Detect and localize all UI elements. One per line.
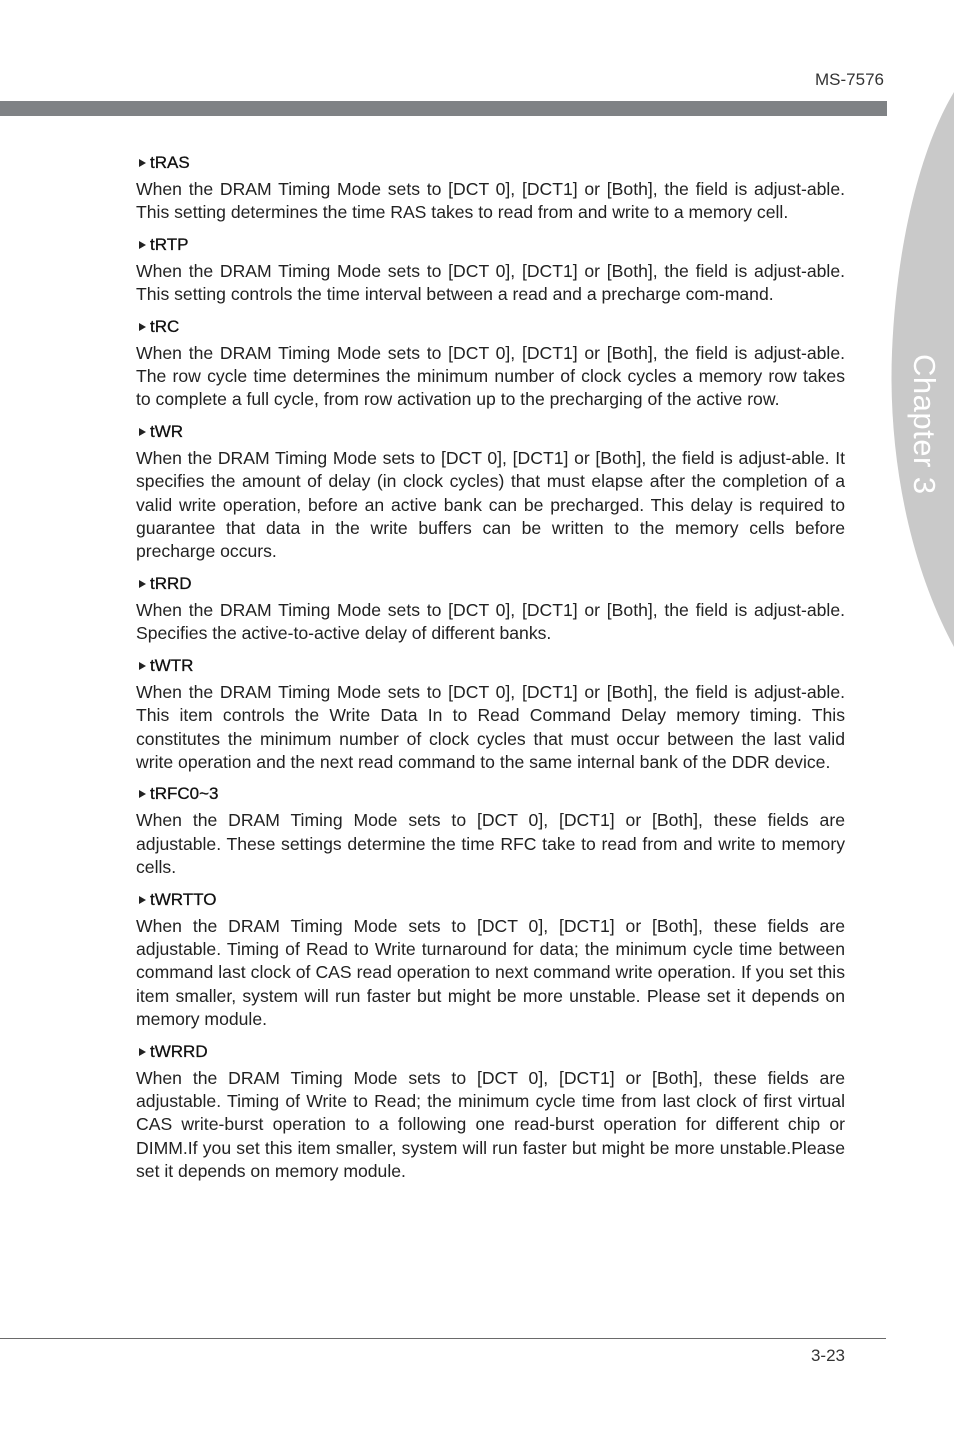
triangle-bullet-icon <box>139 323 146 331</box>
section-heading <box>136 573 845 595</box>
footer-divider <box>0 1338 886 1339</box>
section-title: tRAS <box>150 153 190 172</box>
section-text: When the DRAM Timing Mode sets to [DCT 0], [DCT1] or [Both], the field is adjust-able. It specifies the amount of delay (in clock cycles) that must elapse after the completion of a valid write operation, before an active bank can be precharged. This delay is required to guarantee that data in the write buffers can be written to the memory cells before precharge occurs. <box>136 447 845 562</box>
section-heading <box>136 655 845 677</box>
section-text: When the DRAM Timing Mode sets to [DCT 0], [DCT1] or [Both], the field is adjust-able. This setting determines the time RAS takes to read from and write to a memory cell. <box>136 179 845 223</box>
section-twrrd <box>136 1041 845 1184</box>
section-text: When the DRAM Timing Mode sets to [DCT 0], [DCT1] or [Both], these fields are adjustable. Timing of Read to Write turnaround for data; the minimum cycle time between command last clock of CAS read operation to next command write operation. If you set this item smaller, system will run faster but might be more unstable. Please set it depends on memory module. <box>136 915 845 1030</box>
section-title: tRRD <box>150 573 192 593</box>
section-trc <box>136 316 845 412</box>
section-trrd <box>136 573 845 646</box>
triangle-bullet-icon <box>139 896 146 904</box>
page-number: 3-23 <box>810 1346 845 1365</box>
section-heading <box>136 152 845 174</box>
triangle-bullet-icon <box>139 662 146 670</box>
section-tras <box>136 152 845 225</box>
triangle-bullet-icon <box>139 1048 146 1056</box>
triangle-bullet-icon <box>139 241 146 249</box>
section-text: When the DRAM Timing Mode sets to [DCT 0], [DCT1] or [Both], these fields are adjustable. Timing of Write to Read; the minimum cycle time from last clock of first virtual CAS write-burst operation to a following one read-burst operation for different chip or DIMM.If you set this item smaller, system will run faster but might be more unstable.Please set it depends on memory module. <box>136 1067 845 1182</box>
section-title: tRC <box>150 316 180 336</box>
section-title: tWTR <box>150 655 194 675</box>
triangle-bullet-icon <box>139 428 146 436</box>
section-twrtto <box>136 889 845 1032</box>
triangle-bullet-icon <box>139 159 146 167</box>
section-text: When the DRAM Timing Mode sets to [DCT 0], [DCT1] or [Both], the field is adjust-able. This setting controls the time interval between a read and a precharge com-mand. <box>136 260 845 305</box>
document-body <box>136 152 845 1184</box>
section-heading <box>136 421 845 443</box>
section-heading <box>136 1041 845 1063</box>
section-heading <box>136 234 845 256</box>
section-text: When the DRAM Timing Mode sets to [DCT 0], [DCT1] or [Both], the field is adjust-able. The row cycle time determines the minimum number of clock cycles a memory row takes to complete a full cycle, from row activation up to the precharging of the active row. <box>136 342 845 410</box>
model-number: MS-7576 <box>815 70 884 89</box>
section-title: tWRTTO <box>150 889 217 909</box>
section-title: tRFC0~3 <box>150 784 219 804</box>
section-text: When the DRAM Timing Mode sets to [DCT 0], [DCT1] or [Both], these fields are adjustable. These settings determine the time RFC take to read from and write to memory cells. <box>136 810 845 878</box>
triangle-bullet-icon <box>139 580 146 588</box>
chapter-tab-label: Chapter 3 <box>907 354 942 495</box>
section-trtp <box>136 234 845 307</box>
section-text: When the DRAM Timing Mode sets to [DCT 0], [DCT1] or [Both], the field is adjust-able. Specifies the active-to-active delay of different banks. <box>136 599 845 644</box>
section-twr <box>136 421 845 564</box>
section-heading <box>136 316 845 338</box>
triangle-bullet-icon <box>139 790 146 798</box>
header-bar <box>0 101 887 116</box>
section-title: tWRRD <box>150 1041 208 1061</box>
section-twtr <box>136 655 845 775</box>
section-text: When the DRAM Timing Mode sets to [DCT 0], [DCT1] or [Both], the field is adjust-able. This item controls the Write Data In to Read Command Delay memory timing. This constitutes the minimum number of clock cycles that must occur between the last valid write operation and the next read command to the same internal bank of the DDR device. <box>136 681 845 772</box>
section-heading <box>136 783 845 805</box>
section-trfc <box>136 783 845 879</box>
section-heading <box>136 889 845 911</box>
section-title: tRTP <box>150 234 189 254</box>
section-title: tWR <box>150 421 184 441</box>
